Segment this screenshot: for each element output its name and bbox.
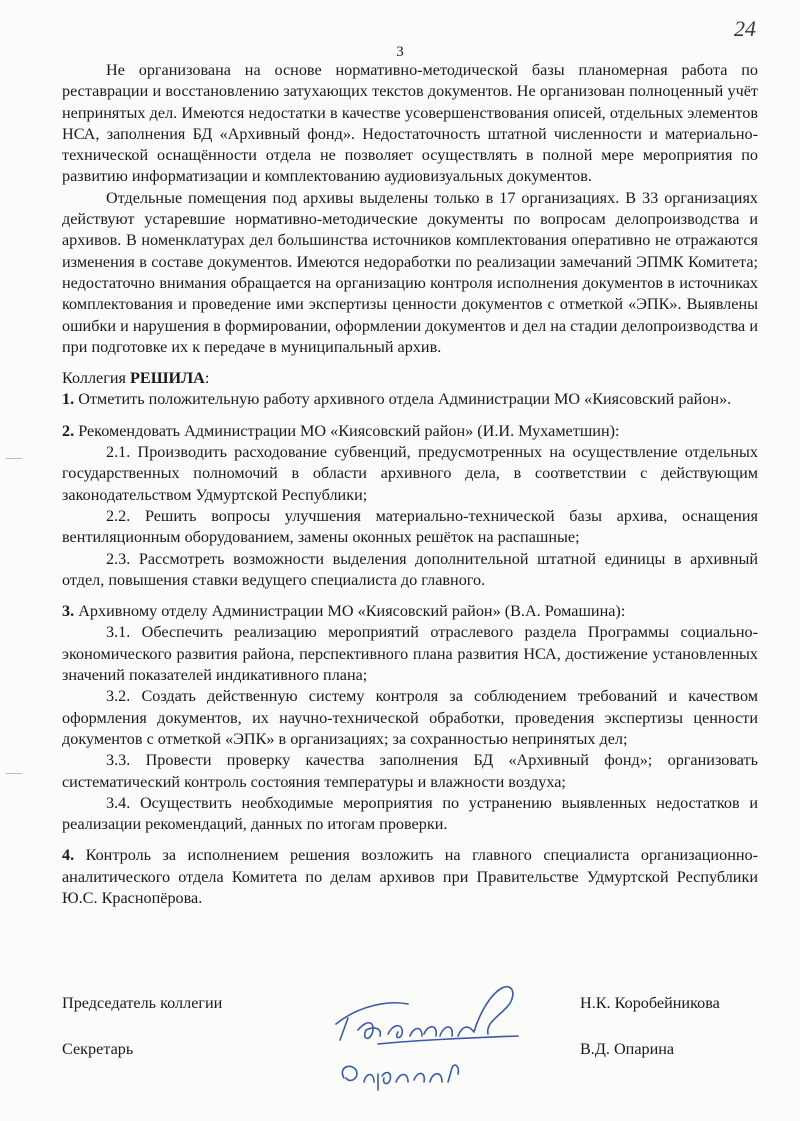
decision-item-4	[62, 845, 758, 909]
secretary-signature-stroke	[342, 1065, 458, 1090]
document-body	[62, 60, 758, 909]
decision-suffix: :	[204, 369, 210, 388]
decision-prefix: Коллегия	[62, 369, 131, 388]
chair-signature-stroke	[336, 987, 518, 1044]
subitem-2-2: 2.2. Решить вопросы улучшения материально-технической базы архива, оснащения вентиляционным оборудованием, замены оконных решёток на распашные;	[62, 506, 758, 547]
subitem-2-1: 2.1. Производить расходование субвенций, предусмотренных на осуществление отдельных государственных полномочий в области архивного дела, в соответствии с действующим законодательством Удмуртской Республики;	[62, 443, 758, 504]
intro-paragraph: Отдельные помещения под архивы выделены только в 17 организациях. В 33 организациях действуют устаревшие нормативно-методические документы по вопросам делопроизводства и архивов. В номенклатурах дел большинства источников комплектования оперативно не отражаются изменения в составе документов. Имеются недоработки по реализации замечаний ЭПМК Комитета; недостаточно внимания обращается на организацию контроля исполнения документов в источниках комплектования и проведение ими экспертизы ценности документов с отметкой «ЭПК». Выявлены ошибки и нарушения в формировании, оформлении документов и дел на стадии делопроизводства и при подготовке их к передаче в муниципальный архив.	[62, 188, 758, 356]
intro-paragraph: Не организована на основе нормативно-методической базы планомерная работа по реставрации и восстановлению затухающих текстов документов. Не организован полноценный учёт непринятых дел. Имеются недостатки в качестве усовершенствования описей, отдельных элементов НСА, заполнения БД «Архивный фонд». Недостаточность штатной численности и материально-технической оснащённости отдела не позволяет осуществлять в полной мере мероприятия по развитию информатизации и комплектованию аудиовизуальных документов.	[62, 61, 758, 186]
item-number: 4.	[62, 846, 75, 865]
item-text: Контроль за исполнением решения возложить на главного специалиста организационно-аналитического отдела Комитета по делам архивов при Правительстве Удмуртской Республики Ю.С. Краснопёрова.	[62, 846, 758, 907]
signature-role: Секретарь	[62, 1040, 134, 1058]
subitem-2-3: 2.3. Рассмотреть возможности выделения дополнительной штатной единицы в архивный отдел, повышения ставки ведущего специалиста до главного.	[62, 549, 758, 589]
decision-item-3	[62, 601, 758, 622]
decision-item-2	[62, 421, 758, 442]
decision-keyword: РЕШИЛА	[130, 369, 205, 388]
item-text: Архивному отделу Администрации МО «Киясовский район» (В.А. Ромашина):	[74, 602, 626, 621]
page-number: 3	[396, 44, 404, 60]
margin-mark	[6, 773, 22, 774]
item-text: Отметить положительную работу архивного отдела Администрации МО «Киясовский район».	[74, 390, 732, 409]
decision-heading	[62, 368, 758, 389]
signature-role: Председатель коллегии	[62, 994, 223, 1012]
handwritten-page-number: 24	[734, 16, 756, 41]
item-number: 3.	[62, 602, 75, 621]
item-text: Рекомендовать Администрации МО «Киясовский район» (И.И. Мухаметшин):	[74, 421, 620, 440]
subitem-3-4: 3.4. Осуществить необходимые мероприятия по устранению выявленных недостатков и реализации рекомендаций, данных по итогам проверки.	[62, 793, 758, 834]
signature-name: Н.К. Коробейникова	[580, 994, 720, 1012]
signature-name: В.Д. Опарина	[580, 1040, 675, 1058]
item-number: 2.	[62, 421, 75, 440]
subitem-3-2: 3.2. Создать действенную систему контроля за соблюдением требований и качеством оформления документов, их научно-технической обработки, проведения экспертизы ценности документов с отметкой «ЭПК» в организациях; за сохранностью непринятых дел;	[62, 687, 758, 748]
subitem-3-1: 3.1. Обеспечить реализацию мероприятий отраслевого раздела Программы социально-экономического развития района, перспективного плана развития НСА, достижение установленных значений показателей индикативного плана;	[62, 623, 758, 685]
handwritten-signatures	[318, 978, 558, 1098]
decision-item-1	[62, 389, 758, 410]
item-number: 1.	[62, 390, 75, 409]
subitem-3-3: 3.3. Провести проверку качества заполнения БД «Архивный фонд»; организовать систематический контроль состояния температуры и влажности воздуха;	[62, 751, 758, 791]
margin-mark	[6, 458, 22, 459]
